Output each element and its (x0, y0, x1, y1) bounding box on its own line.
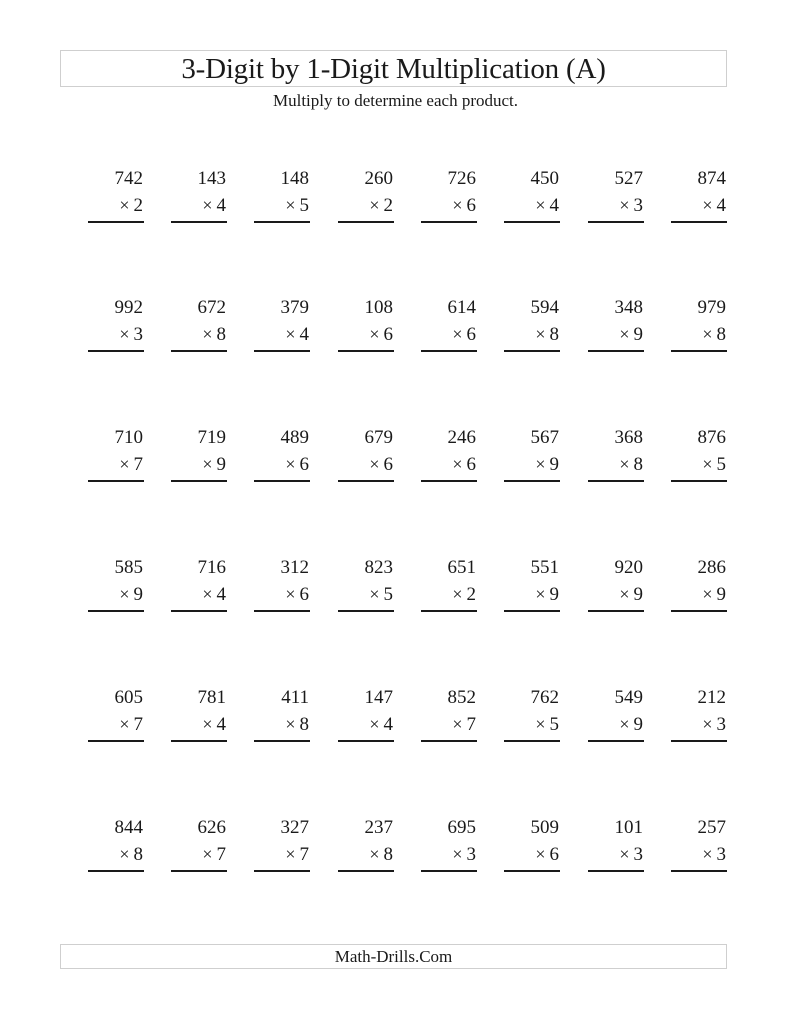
multiplicand: 348 (614, 297, 643, 318)
multiplicand: 719 (197, 427, 226, 448)
multiplication-problem (254, 166, 310, 223)
answer-line (171, 870, 227, 872)
multiplicand: 527 (614, 168, 643, 189)
times-icon: × (535, 324, 546, 344)
multiplicand: 742 (114, 168, 143, 189)
multiplication-problem (88, 685, 144, 742)
times-icon: × (119, 324, 130, 344)
multiplier: 5 (299, 195, 309, 216)
multiplication-problem (254, 425, 310, 482)
answer-line (171, 350, 227, 352)
multiplication-problem (171, 425, 227, 482)
answer-line (338, 480, 394, 482)
times-icon: × (119, 454, 130, 474)
multiplication-problem (588, 425, 644, 482)
multiplier: 8 (716, 324, 726, 345)
multiplier-line (588, 841, 644, 867)
multiplication-problem (504, 555, 560, 612)
multiplication-problem (421, 425, 477, 482)
answer-line (254, 480, 310, 482)
multiplication-problem (338, 685, 394, 742)
multiplier: 9 (633, 714, 643, 735)
times-icon: × (619, 844, 630, 864)
multiplication-problem (88, 555, 144, 612)
answer-line (504, 870, 560, 872)
multiplicand: 614 (447, 297, 476, 318)
multiplier-line (421, 711, 477, 737)
times-icon: × (702, 584, 713, 604)
multiplicand: 260 (364, 168, 393, 189)
times-icon: × (369, 324, 380, 344)
multiplication-problem (254, 295, 310, 352)
multiplication-problem (88, 295, 144, 352)
answer-line (338, 870, 394, 872)
times-icon: × (452, 584, 463, 604)
multiplicand: 379 (280, 297, 309, 318)
answer-line (421, 610, 477, 612)
multiplication-problem (504, 815, 560, 872)
multiplier-line (504, 841, 560, 867)
multiplier: 5 (716, 454, 726, 475)
multiplier: 9 (549, 584, 559, 605)
multiplier-line (171, 451, 227, 477)
times-icon: × (202, 324, 213, 344)
multiplier-line (421, 841, 477, 867)
multiplicand: 509 (530, 817, 559, 838)
multiplier: 6 (549, 844, 559, 865)
answer-line (504, 480, 560, 482)
multiplication-problem (338, 425, 394, 482)
answer-line (254, 740, 310, 742)
multiplier-line (88, 321, 144, 347)
multiplier: 6 (466, 195, 476, 216)
multiplier-line (88, 711, 144, 737)
multiplicand: 368 (614, 427, 643, 448)
multiplication-problem (171, 555, 227, 612)
times-icon: × (452, 454, 463, 474)
multiplier-line (171, 581, 227, 607)
answer-line (421, 221, 477, 223)
multiplication-problem (171, 685, 227, 742)
multiplicand: 672 (197, 297, 226, 318)
answer-line (671, 740, 727, 742)
multiplicand: 551 (530, 557, 559, 578)
multiplier: 8 (299, 714, 309, 735)
multiplication-problem (504, 166, 560, 223)
times-icon: × (619, 324, 630, 344)
multiplicand: 246 (447, 427, 476, 448)
multiplication-problem (588, 295, 644, 352)
multiplier: 6 (383, 454, 393, 475)
instructions: Multiply to determine each product. (272, 91, 518, 110)
multiplicand: 147 (364, 687, 393, 708)
multiplicand: 108 (364, 297, 393, 318)
answer-line (254, 610, 310, 612)
times-icon: × (369, 454, 380, 474)
multiplier: 4 (716, 195, 726, 216)
times-icon: × (119, 584, 130, 604)
times-icon: × (702, 324, 713, 344)
answer-line (88, 870, 144, 872)
answer-line (504, 610, 560, 612)
answer-line (88, 350, 144, 352)
times-icon: × (369, 584, 380, 604)
multiplicand: 549 (614, 687, 643, 708)
multiplier-line (171, 321, 227, 347)
answer-line (171, 221, 227, 223)
times-icon: × (369, 195, 380, 215)
times-icon: × (702, 454, 713, 474)
footer-box (60, 944, 727, 969)
times-icon: × (285, 324, 296, 344)
multiplication-problem (671, 555, 727, 612)
times-icon: × (452, 714, 463, 734)
multiplication-problem (504, 295, 560, 352)
times-icon: × (285, 195, 296, 215)
multiplicand: 411 (281, 687, 309, 708)
multiplier: 2 (383, 195, 393, 216)
multiplicand: 695 (447, 817, 476, 838)
multiplier: 9 (633, 324, 643, 345)
multiplier-line (254, 581, 310, 607)
answer-line (421, 480, 477, 482)
multiplicand: 823 (364, 557, 393, 578)
answer-line (421, 870, 477, 872)
multiplier-line (671, 321, 727, 347)
multiplicand: 726 (447, 168, 476, 189)
times-icon: × (202, 454, 213, 474)
multiplier-line (671, 451, 727, 477)
multiplier: 4 (299, 324, 309, 345)
multiplier: 4 (216, 195, 226, 216)
multiplication-problem (254, 685, 310, 742)
multiplication-problem (588, 166, 644, 223)
multiplier-line (421, 581, 477, 607)
multiplier: 6 (383, 324, 393, 345)
multiplier-line (254, 841, 310, 867)
answer-line (421, 350, 477, 352)
multiplicand: 257 (697, 817, 726, 838)
multiplier-line (171, 841, 227, 867)
multiplication-problem (421, 295, 477, 352)
multiplication-problem (88, 166, 144, 223)
multiplier: 7 (216, 844, 226, 865)
times-icon: × (452, 324, 463, 344)
multiplication-problem (588, 685, 644, 742)
multiplicand: 844 (114, 817, 143, 838)
multiplication-problem (421, 815, 477, 872)
multiplier-line (504, 711, 560, 737)
times-icon: × (452, 844, 463, 864)
multiplication-problem (171, 295, 227, 352)
times-icon: × (535, 844, 546, 864)
multiplier: 7 (133, 454, 143, 475)
multiplier-line (671, 192, 727, 218)
multiplier: 8 (633, 454, 643, 475)
multiplicand: 979 (697, 297, 726, 318)
multiplier: 5 (383, 584, 393, 605)
answer-line (254, 870, 310, 872)
multiplicand: 626 (197, 817, 226, 838)
times-icon: × (202, 195, 213, 215)
answer-line (588, 870, 644, 872)
multiplier-line (88, 581, 144, 607)
times-icon: × (119, 844, 130, 864)
times-icon: × (119, 714, 130, 734)
times-icon: × (535, 584, 546, 604)
multiplier-line (588, 711, 644, 737)
answer-line (171, 740, 227, 742)
multiplicand: 594 (530, 297, 559, 318)
multiplier-line (338, 711, 394, 737)
multiplier: 3 (716, 844, 726, 865)
answer-line (88, 740, 144, 742)
times-icon: × (369, 844, 380, 864)
multiplication-problem (421, 555, 477, 612)
answer-line (588, 740, 644, 742)
multiplication-problem (338, 295, 394, 352)
multiplier-line (504, 321, 560, 347)
multiplier-line (338, 581, 394, 607)
multiplier-line (671, 581, 727, 607)
times-icon: × (119, 195, 130, 215)
multiplier-line (338, 321, 394, 347)
multiplier: 3 (716, 714, 726, 735)
multiplicand: 286 (697, 557, 726, 578)
multiplicand: 762 (530, 687, 559, 708)
multiplication-problem (671, 166, 727, 223)
multiplicand: 148 (280, 168, 309, 189)
times-icon: × (702, 844, 713, 864)
multiplication-problem (671, 425, 727, 482)
multiplicand: 450 (530, 168, 559, 189)
answer-line (588, 350, 644, 352)
answer-line (671, 221, 727, 223)
multiplier: 4 (216, 714, 226, 735)
answer-line (88, 221, 144, 223)
multiplier: 9 (216, 454, 226, 475)
multiplier-line (254, 451, 310, 477)
multiplier-line (338, 841, 394, 867)
multiplier-line (171, 192, 227, 218)
multiplier-line (338, 192, 394, 218)
times-icon: × (619, 714, 630, 734)
times-icon: × (202, 714, 213, 734)
answer-line (504, 740, 560, 742)
multiplier: 2 (466, 584, 476, 605)
multiplier-line (421, 451, 477, 477)
times-icon: × (535, 714, 546, 734)
multiplier: 3 (633, 195, 643, 216)
multiplier: 8 (549, 324, 559, 345)
multiplicand: 874 (697, 168, 726, 189)
multiplier: 6 (299, 584, 309, 605)
multiplication-problem (671, 295, 727, 352)
multiplier: 7 (133, 714, 143, 735)
answer-line (671, 870, 727, 872)
multiplication-problem (504, 685, 560, 742)
answer-line (171, 610, 227, 612)
answer-line (421, 740, 477, 742)
answer-line (338, 740, 394, 742)
multiplication-problem (338, 555, 394, 612)
multiplicand: 852 (447, 687, 476, 708)
multiplication-problem (671, 685, 727, 742)
multiplier: 8 (383, 844, 393, 865)
multiplication-problem (338, 166, 394, 223)
times-icon: × (702, 714, 713, 734)
multiplier: 2 (133, 195, 143, 216)
multiplicand: 567 (530, 427, 559, 448)
multiplicand: 605 (114, 687, 143, 708)
multiplicand: 781 (197, 687, 226, 708)
answer-line (338, 221, 394, 223)
multiplication-problem (254, 555, 310, 612)
multiplier-line (88, 451, 144, 477)
multiplicand: 489 (280, 427, 309, 448)
times-icon: × (285, 844, 296, 864)
multiplicand: 101 (614, 817, 643, 838)
multiplicand: 710 (114, 427, 143, 448)
multiplication-problem (504, 425, 560, 482)
answer-line (254, 350, 310, 352)
answer-line (588, 610, 644, 612)
multiplier-line (171, 711, 227, 737)
multiplier: 9 (549, 454, 559, 475)
answer-line (88, 610, 144, 612)
times-icon: × (202, 844, 213, 864)
times-icon: × (619, 454, 630, 474)
times-icon: × (535, 454, 546, 474)
multiplier: 5 (549, 714, 559, 735)
multiplier: 3 (466, 844, 476, 865)
multiplier: 8 (216, 324, 226, 345)
multiplicand: 992 (114, 297, 143, 318)
multiplicand: 651 (447, 557, 476, 578)
answer-line (171, 480, 227, 482)
multiplier-line (588, 581, 644, 607)
multiplicand: 312 (280, 557, 309, 578)
footer-text: Math-Drills.Com (334, 947, 453, 966)
multiplier-line (671, 711, 727, 737)
multiplier: 4 (549, 195, 559, 216)
multiplier-line (504, 581, 560, 607)
times-icon: × (619, 195, 630, 215)
answer-line (671, 480, 727, 482)
times-icon: × (285, 584, 296, 604)
times-icon: × (452, 195, 463, 215)
multiplication-problem (88, 815, 144, 872)
multiplication-problem (421, 166, 477, 223)
multiplier-line (421, 321, 477, 347)
multiplication-problem (588, 555, 644, 612)
multiplier-line (88, 192, 144, 218)
multiplicand: 876 (697, 427, 726, 448)
times-icon: × (619, 584, 630, 604)
times-icon: × (702, 195, 713, 215)
multiplication-problem (671, 815, 727, 872)
multiplication-problem (254, 815, 310, 872)
multiplicand: 920 (614, 557, 643, 578)
answer-line (338, 350, 394, 352)
answer-line (671, 610, 727, 612)
answer-line (671, 350, 727, 352)
answer-line (504, 221, 560, 223)
multiplicand: 327 (280, 817, 309, 838)
times-icon: × (202, 584, 213, 604)
multiplier-line (254, 192, 310, 218)
answer-line (88, 480, 144, 482)
multiplication-problem (88, 425, 144, 482)
multiplier-line (588, 192, 644, 218)
multiplier-line (671, 841, 727, 867)
multiplier-line (588, 451, 644, 477)
multiplier: 7 (466, 714, 476, 735)
multiplier-line (588, 321, 644, 347)
multiplier-line (421, 192, 477, 218)
multiplicand: 212 (697, 687, 726, 708)
multiplication-problem (338, 815, 394, 872)
multiplier: 6 (466, 324, 476, 345)
multiplier: 7 (299, 844, 309, 865)
multiplication-problem (421, 685, 477, 742)
multiplier-line (88, 841, 144, 867)
multiplicand: 716 (197, 557, 226, 578)
times-icon: × (285, 454, 296, 474)
multiplier-line (254, 711, 310, 737)
answer-line (588, 221, 644, 223)
multiplier: 4 (383, 714, 393, 735)
multiplicand: 237 (364, 817, 393, 838)
multiplication-problem (588, 815, 644, 872)
multiplier: 6 (299, 454, 309, 475)
multiplicand: 143 (197, 168, 226, 189)
multiplier-line (504, 192, 560, 218)
multiplier-line (504, 451, 560, 477)
multiplier-line (254, 321, 310, 347)
multiplier: 6 (466, 454, 476, 475)
multiplication-problem (171, 166, 227, 223)
multiplier: 3 (633, 844, 643, 865)
multiplication-problem (171, 815, 227, 872)
times-icon: × (535, 195, 546, 215)
times-icon: × (285, 714, 296, 734)
multiplier: 8 (133, 844, 143, 865)
answer-line (504, 350, 560, 352)
multiplier: 9 (716, 584, 726, 605)
answer-line (588, 480, 644, 482)
answer-line (338, 610, 394, 612)
multiplicand: 585 (114, 557, 143, 578)
multiplier: 4 (216, 584, 226, 605)
multiplier: 3 (133, 324, 143, 345)
page-title: 3-Digit by 1-Digit Multiplication (A) (181, 53, 606, 85)
multiplier-line (338, 451, 394, 477)
answer-line (254, 221, 310, 223)
multiplier: 9 (133, 584, 143, 605)
times-icon: × (369, 714, 380, 734)
multiplier: 9 (633, 584, 643, 605)
multiplicand: 679 (364, 427, 393, 448)
